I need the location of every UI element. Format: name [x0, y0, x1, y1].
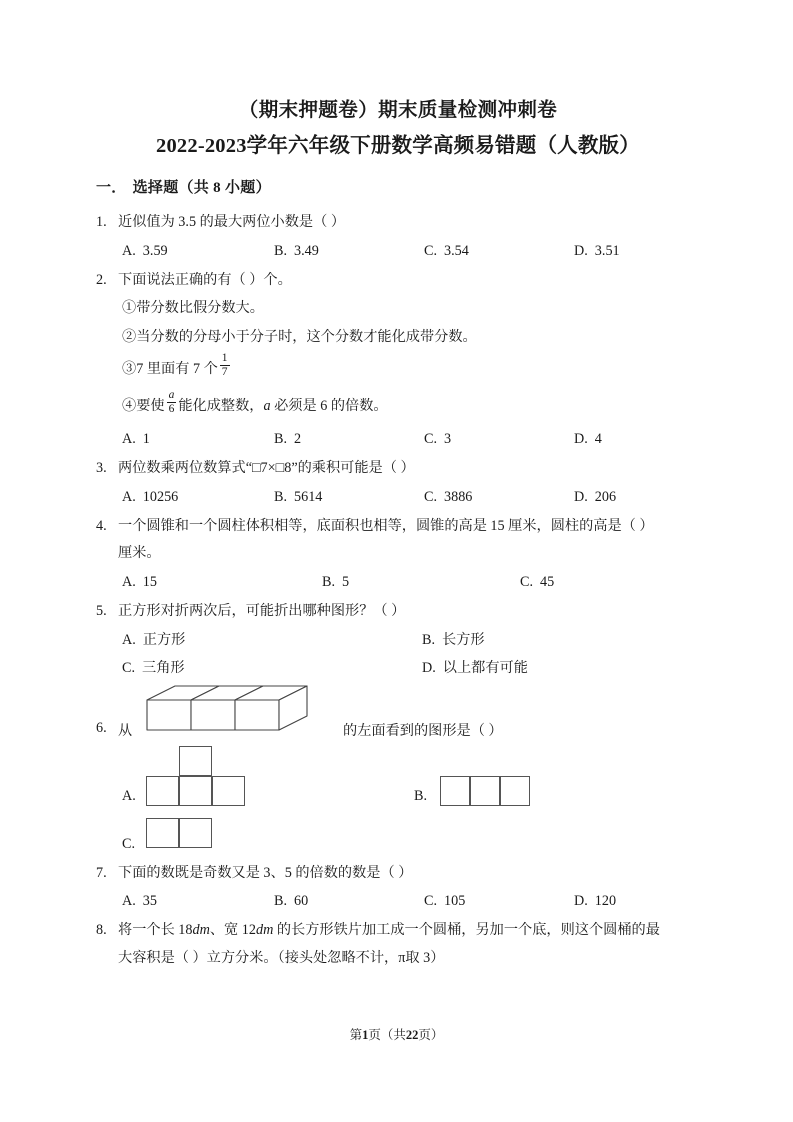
- option-text: 120: [594, 893, 617, 910]
- option-label: A.: [122, 574, 136, 591]
- section-index: 一．: [96, 180, 127, 196]
- question-7: [96, 860, 700, 916]
- option-label: B.: [322, 574, 336, 591]
- question-2: [96, 267, 700, 453]
- question-8-stem-a: 将一个长 18dm、宽 12dm 的长方形铁片加工成一个圆桶，另加一个底，则这个圆桶的最: [118, 922, 660, 939]
- statement-4-suffix: 能化成整数，a 必须是 6 的倍数。: [178, 398, 388, 415]
- option-text: 35: [142, 893, 157, 910]
- option-label: A.: [122, 631, 136, 648]
- section-label: 选择题（共 8 小题）: [132, 180, 271, 196]
- option-text: 3.49: [294, 242, 319, 259]
- option-text: 3886: [444, 488, 473, 505]
- question-1-option-a[interactable]: [122, 237, 168, 265]
- option-label: A.: [122, 431, 136, 448]
- option-text: 3.54: [444, 242, 469, 259]
- question-4-options: [96, 568, 700, 596]
- question-1-stem-line: [96, 209, 700, 237]
- option-text: 45: [540, 574, 555, 591]
- question-6-option-b-label: B.: [414, 787, 428, 804]
- question-1-option-d[interactable]: [574, 237, 620, 265]
- option-text: 5614: [294, 488, 323, 505]
- question-2-statement-3: [96, 351, 700, 388]
- question-7-option-d[interactable]: [574, 887, 616, 915]
- fraction-numerator: 1: [221, 352, 228, 365]
- shape-cell: [179, 746, 212, 776]
- question-1-stem: 近似值为 3.5 的最大两位小数是（ ）: [118, 214, 346, 230]
- question-5-option-c[interactable]: [122, 654, 185, 682]
- option-label: C.: [424, 242, 438, 259]
- option-label: B.: [274, 431, 288, 448]
- question-2-statement-2: ②当分数的分母小于分子时，这个分数才能化成带分数。: [122, 328, 477, 345]
- shape-cell: [440, 776, 470, 806]
- shape-cell: [179, 818, 212, 848]
- question-3: [96, 455, 700, 511]
- question-6-stem-prefix: 从: [118, 722, 133, 739]
- question-4-stem: 一个圆锥和一个圆柱体积相等，底面积也相等，圆锥的高是 15 厘米，圆柱的高是（ ）: [118, 517, 654, 534]
- question-4-stem-continuation: 厘米。: [118, 545, 161, 562]
- question-8-stem-line-2: 大容积是（ ）立方分米。（接头处忽略不计，π取 3）: [118, 950, 445, 967]
- option-text: 三角形: [142, 659, 185, 676]
- question-1-option-b[interactable]: [274, 237, 319, 265]
- footer-suffix: 页）: [418, 1028, 444, 1042]
- option-label: B.: [422, 631, 436, 648]
- fraction-denominator: 6: [168, 403, 175, 416]
- option-label: C.: [520, 574, 534, 591]
- option-text: 15: [142, 574, 157, 591]
- question-3-option-b[interactable]: [274, 483, 322, 511]
- option-label: C.: [424, 431, 438, 448]
- question-1-number: 1.: [96, 214, 107, 230]
- question-6-number: 6.: [96, 719, 107, 736]
- question-6-option-c-label: C.: [122, 835, 136, 852]
- question-1: [96, 209, 700, 265]
- question-1-option-c[interactable]: [424, 237, 469, 265]
- option-text: 长方形: [442, 631, 485, 648]
- option-label: A.: [122, 242, 136, 259]
- question-8: [96, 917, 700, 972]
- footer-prefix: 第: [349, 1028, 363, 1042]
- fraction-a-over-six: [167, 389, 177, 416]
- page-title-sub: 2022-2023学年六年级下册数学高频易错题（人教版）: [156, 135, 640, 158]
- shape-cell: [146, 776, 179, 806]
- question-4-option-b[interactable]: [322, 568, 349, 596]
- option-text: 3: [444, 431, 452, 448]
- question-5-stem: 正方形对折两次后，可能折出哪种图形？（ ）: [118, 603, 406, 620]
- question-2-option-a[interactable]: [122, 425, 150, 453]
- question-2-option-b[interactable]: [274, 425, 301, 453]
- option-text: 3.59: [142, 242, 168, 259]
- option-label: B.: [274, 242, 288, 259]
- question-7-stem: 下面的数既是奇数又是 3、5 的倍数的数是（ ）: [118, 864, 413, 881]
- footer-middle: 页（共: [368, 1028, 406, 1042]
- question-6-stem-suffix: 的左面看到的图形是（ ）: [343, 722, 503, 739]
- question-7-option-b[interactable]: [274, 887, 308, 915]
- question-3-number: 3.: [96, 460, 107, 477]
- option-text: 4: [594, 431, 602, 448]
- question-3-options: [96, 483, 700, 511]
- shape-cell: [179, 776, 212, 806]
- option-label: A.: [122, 488, 136, 505]
- question-7-stem-line: [96, 860, 700, 888]
- option-text: 10256: [142, 488, 179, 505]
- page-title-main: （期末押题卷）期末质量检测冲刺卷: [238, 100, 558, 121]
- question-5-stem-line: [96, 598, 700, 626]
- question-6-answer-figures: [96, 746, 700, 854]
- option-label: C.: [424, 488, 438, 505]
- page-content: [96, 96, 700, 975]
- question-2-options: [96, 425, 700, 453]
- question-3-option-c[interactable]: [424, 483, 472, 511]
- option-label: C.: [424, 893, 438, 910]
- option-text: 206: [594, 488, 617, 505]
- question-5-options-row-2: [96, 654, 700, 682]
- shape-cell: [212, 776, 245, 806]
- question-2-stem: 下面说法正确的有（ ）个。: [118, 271, 292, 288]
- question-4-number: 4.: [96, 517, 107, 534]
- question-7-option-c[interactable]: [424, 887, 465, 915]
- question-7-option-a[interactable]: [122, 887, 157, 915]
- question-3-option-d[interactable]: [574, 483, 616, 511]
- shape-cell: [500, 776, 530, 806]
- question-6: [96, 684, 700, 854]
- question-7-number: 7.: [96, 864, 107, 881]
- statement-4-prefix: ④要使: [122, 398, 165, 415]
- page-footer: [0, 1025, 793, 1043]
- option-label: D.: [574, 431, 588, 448]
- option-label: D.: [574, 242, 588, 259]
- option-label: C.: [122, 659, 136, 676]
- option-text: 以上都有可能: [442, 659, 528, 676]
- option-label: B.: [274, 893, 288, 910]
- question-3-option-a[interactable]: [122, 483, 178, 511]
- question-2-stem-line: [96, 267, 700, 295]
- question-5: [96, 598, 700, 682]
- question-4-stem-line: [96, 513, 700, 541]
- option-text: 60: [294, 893, 309, 910]
- question-4: [96, 513, 700, 596]
- option-text: 1: [142, 431, 150, 448]
- option-text: 3.51: [594, 242, 620, 259]
- question-3-stem-line: [96, 455, 700, 483]
- question-5-number: 5.: [96, 603, 107, 620]
- footer-page-number: 1: [362, 1028, 369, 1042]
- question-2-number: 2.: [96, 271, 107, 288]
- question-6-option-a-label: A.: [122, 787, 136, 804]
- question-1-options: [96, 237, 700, 265]
- statement-3-prefix: ③7 里面有 7 个: [122, 361, 218, 378]
- option-label: D.: [422, 659, 436, 676]
- footer-total-pages: 22: [405, 1028, 419, 1042]
- question-7-options: [96, 887, 700, 915]
- fraction-numerator: a: [168, 389, 175, 402]
- shape-cell: [146, 818, 179, 848]
- question-5-options-row-1: [96, 626, 700, 654]
- question-8-number: 8.: [96, 922, 107, 939]
- option-text: 5: [342, 574, 350, 591]
- question-2-option-d[interactable]: [574, 425, 602, 453]
- question-4-option-a[interactable]: [122, 568, 157, 596]
- question-3-stem: 两位数乘两位数算式“□7×□8”的乘积可能是（ ）: [118, 460, 415, 477]
- question-8-stem-line-1: [96, 917, 700, 945]
- three-cubes-isometric-figure: [141, 682, 341, 747]
- question-5-option-d[interactable]: [422, 654, 528, 682]
- question-2-statement-4: [96, 388, 700, 425]
- question-5-option-a[interactable]: [122, 626, 185, 654]
- question-4-option-c[interactable]: [520, 568, 554, 596]
- option-text: 2: [294, 431, 302, 448]
- option-label: B.: [274, 488, 288, 505]
- section-heading: [96, 176, 700, 197]
- option-label: A.: [122, 893, 136, 910]
- question-2-statement-1: ①带分数比假分数大。: [122, 300, 264, 317]
- option-label: D.: [574, 488, 588, 505]
- fraction-denominator: 7: [221, 366, 228, 379]
- option-label: D.: [574, 893, 588, 910]
- question-6-stem-line: [96, 684, 700, 746]
- question-5-option-b[interactable]: [422, 626, 485, 654]
- option-text: 105: [444, 893, 466, 910]
- question-2-option-c[interactable]: [424, 425, 451, 453]
- option-text: 正方形: [142, 631, 186, 648]
- fraction-one-seventh: [220, 352, 230, 379]
- shape-cell: [470, 776, 500, 806]
